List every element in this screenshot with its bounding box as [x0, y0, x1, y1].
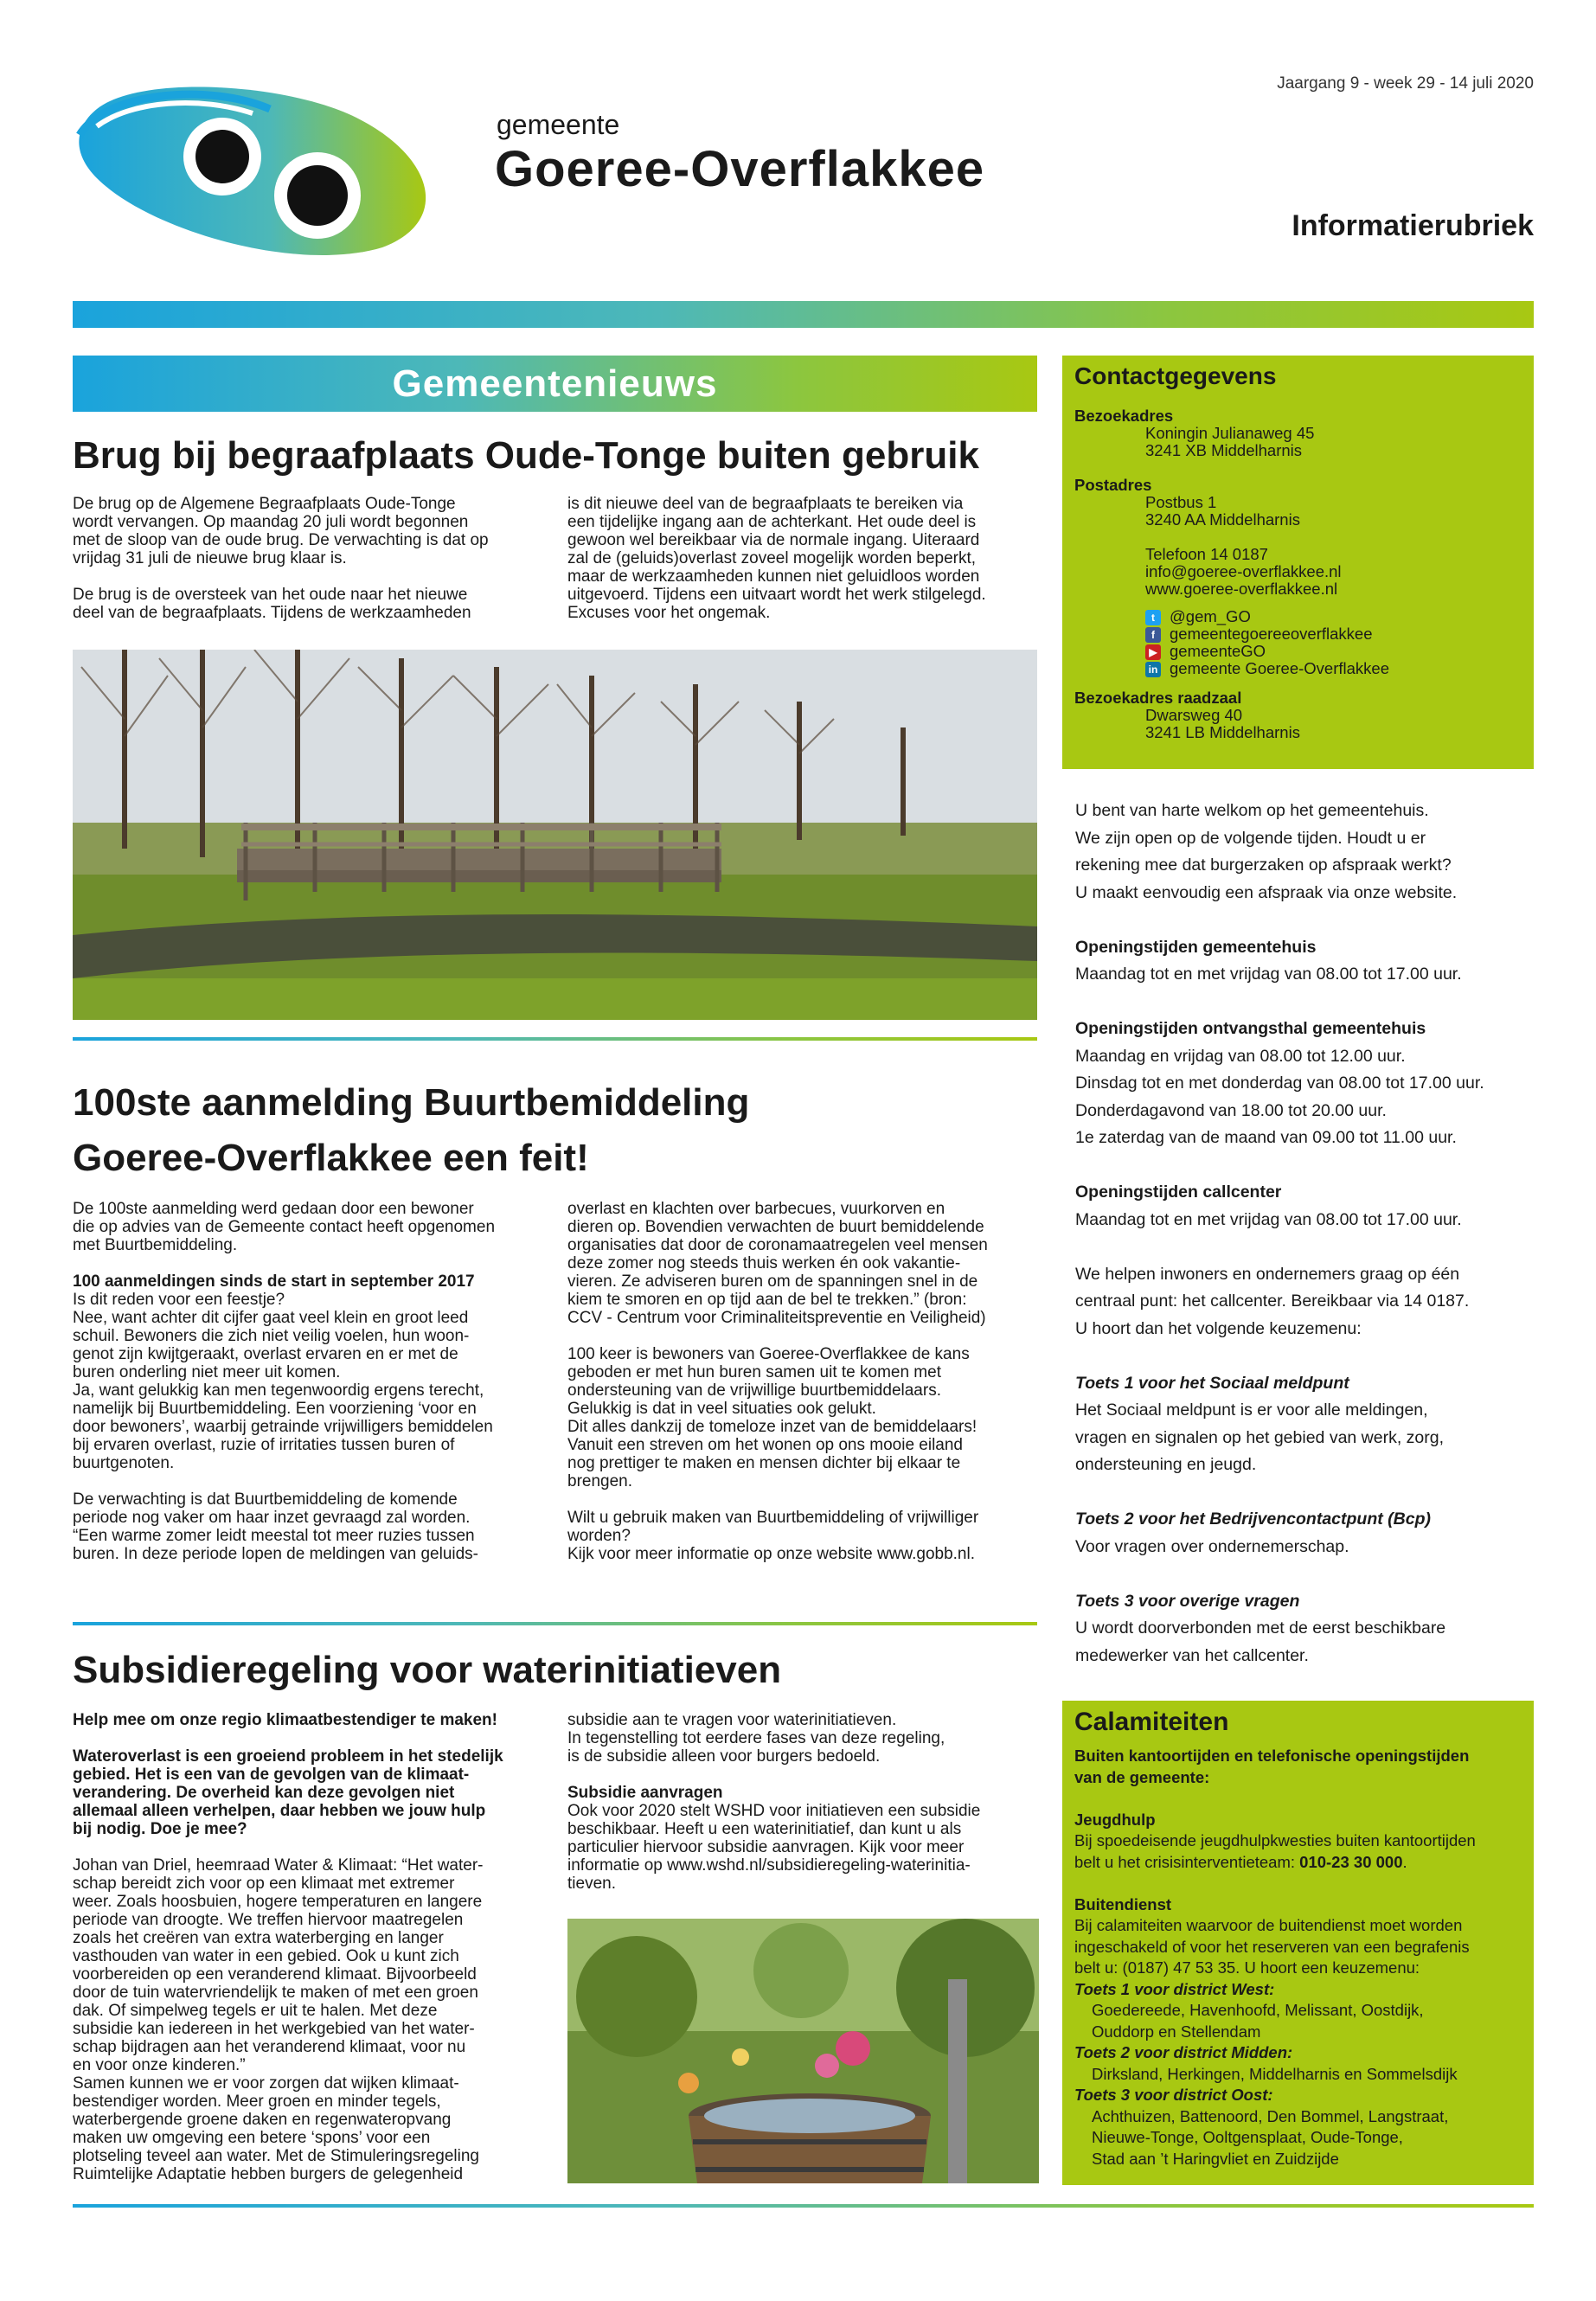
postadres-label: Postadres: [1074, 476, 1152, 494]
text-line: allemaal alleen verhelpen, daar hebben we jouw hulp: [73, 1802, 486, 1820]
social-label: gemeente Goeree-Overflakkee: [1170, 659, 1389, 678]
text-line: Goedereede, Havenhoofd, Melissant, Oostdijk,: [1092, 2001, 1424, 2019]
text-line: Bij spoedeisende jeugdhulpkwesties buiten kantoortijden: [1074, 1831, 1476, 1849]
text-line: met de sloop van de oude brug. De verwachting is dat op: [73, 531, 489, 549]
text-line: dak. Of simpelweg tegels er uit te halen. Met deze: [73, 2002, 438, 2020]
text-line: met Buurtbemiddeling.: [73, 1236, 238, 1254]
text-line: CCV - Centrum voor Criminaliteitspreventie en Veiligheid): [567, 1309, 986, 1327]
text-line: [73, 1472, 544, 1490]
text-line: bij ervaren overlast, ruzie of irritaties tussen buren of: [73, 1436, 455, 1454]
text-line: U wordt doorverbonden met de eerst beschikbare: [1075, 1618, 1446, 1638]
social-list: [1145, 608, 1524, 677]
text-line: schap bereidt zich voor op een klimaat met extremer: [73, 1875, 455, 1893]
masthead-gemeente: gemeente: [497, 109, 620, 140]
text-line: Is dit reden voor een feestje?: [73, 1291, 285, 1309]
rubric-label: Informatierubriek: [1292, 209, 1534, 242]
article1-col1: [73, 495, 544, 622]
text-line: belt u: (0187) 47 53 35. U hoort een keuzemenu:: [1074, 1958, 1420, 1977]
text-line: gebied. Het is een van de gevolgen van de klimaat-: [73, 1766, 470, 1784]
text-line: De verwachting is dat Buurtbemiddeling de komende: [73, 1490, 458, 1509]
email-link[interactable]: info@goeree-overflakkee.nl: [1145, 562, 1342, 580]
text-line: Nee, want achter dit cijfer gaat veel klein en groot leed: [73, 1309, 469, 1327]
text-line: nog prettiger te maken en mensen dichter bij elkaar te: [567, 1454, 961, 1472]
text-line: ingeschakeld of voor het reserveren van een begrafenis: [1074, 1937, 1470, 1956]
text-line: worden?: [567, 1527, 631, 1545]
text-line: verandering. De overheid kan deze gevolgen niet: [73, 1784, 455, 1802]
bottom-rule: [73, 2204, 1534, 2208]
raadzaal-city: 3241 LB Middelharnis: [1145, 723, 1300, 742]
text-line: U hoort dan het volgende keuzemenu:: [1075, 1318, 1362, 1338]
text-line: Toets 3 voor overige vragen: [1075, 1591, 1300, 1611]
text-line: periode van droogte. We treffen hiervoor maatregelen: [73, 1911, 464, 1929]
article2-col2: [567, 1200, 1039, 1563]
text-line: U bent van harte welkom op het gemeentehuis.: [1075, 801, 1429, 820]
text-line: De 100ste aanmelding werd gedaan door een bewoner: [73, 1200, 474, 1218]
text-line: is dit nieuwe deel van de begraafplaats te bereiken via: [567, 495, 964, 513]
text-line: door bewoners’, waarbij getrainde vrijwilligers bemiddelen: [73, 1418, 493, 1436]
website-link[interactable]: www.goeree-overflakkee.nl: [1145, 580, 1338, 598]
text-line: [567, 1327, 1039, 1345]
text-line: Dinsdag tot en met donderdag van 08.00 tot 17.00 uur.: [1075, 1074, 1484, 1093]
text-line: Nieuwe-Tonge, Ooltgensplaat, Oude-Tonge,: [1092, 2128, 1403, 2146]
text-line: tieven.: [567, 1875, 616, 1893]
text-line: [1075, 1561, 1534, 1588]
bezoekadres-street: Koningin Julianaweg 45: [1145, 424, 1315, 442]
social-link[interactable]: [1145, 608, 1524, 625]
text-line: maar de werkzaamheden kunnen niet geluidloos worden: [567, 567, 980, 586]
raadzaal-street: Dwarsweg 40: [1145, 706, 1243, 725]
text-line: een tijdelijke ingang aan de achterkant. Het oude deel is: [567, 513, 977, 531]
text-line: Maandag en vrijdag van 08.00 tot 12.00 uur.: [1075, 1046, 1406, 1066]
text-line: buren. In deze periode lopen de meldingen van geluids-: [73, 1545, 478, 1563]
text-line: [1075, 907, 1534, 934]
text-line: schuil. Bewoners die zich niet veilig voelen, hun woon-: [73, 1327, 470, 1345]
linkedin-icon: in: [1145, 662, 1161, 677]
rain-barrel-photo: [567, 1919, 1039, 2183]
text-line: Stad aan ’t Haringvliet en Zuidzijde: [1092, 2149, 1339, 2168]
text-line: Ouddorp en Stellendam: [1092, 2022, 1261, 2041]
text-line: deze zomer nog steeds thuis werken én ook vakantie-: [567, 1254, 961, 1272]
bezoekadres-label: Bezoekadres: [1074, 407, 1174, 425]
text-line: ondersteuning van de vrijwillige buurtbemiddelaars.: [567, 1381, 941, 1400]
text-line: Openingstijden callcenter: [1075, 1183, 1282, 1202]
issue-info: Jaargang 9 - week 29 - 14 juli 2020: [1277, 74, 1534, 93]
text-line: We zijn open op de volgende tijden. Houdt u er: [1075, 828, 1426, 848]
text-line: De brug op de Algemene Begraafplaats Oude-Tonge: [73, 495, 456, 513]
social-label: gemeenteGO: [1170, 642, 1266, 661]
text-line: Openingstijden gemeentehuis: [1075, 937, 1317, 957]
text-line: In tegenstelling tot eerdere fases van deze regeling,: [567, 1729, 945, 1747]
text-line: uitgevoerd. Tijdens een uitvaart wordt het werk stilgelegd.: [567, 586, 986, 604]
text-line: Kijk voor meer informatie op onze website www.gobb.nl.: [567, 1545, 976, 1563]
text-line: plotseling teveel aan water. Met de Stimuleringsregeling: [73, 2147, 479, 2165]
article1-col2: [567, 495, 1039, 622]
text-line: Toets 2 voor district Midden:: [1074, 2043, 1293, 2061]
text-line: Buiten kantoortijden en telefonische openingstijden: [1074, 1747, 1470, 1765]
section-header: [73, 356, 1037, 412]
postadres-box: Postbus 1: [1145, 493, 1217, 511]
article3-col1: [73, 1711, 544, 2183]
article3-col2: [567, 1711, 1039, 1893]
social-label: gemeentegoereeoverflakkee: [1170, 625, 1373, 644]
text-line: die op advies van de Gemeente contact heeft opgenomen: [73, 1218, 496, 1236]
text-line: Wateroverlast is een groeiend probleem in het stedelijk: [73, 1747, 503, 1766]
text-line: Subsidie aanvragen: [567, 1784, 723, 1802]
text-line: [1075, 989, 1534, 1016]
text-line: Voor vragen over ondernemerschap.: [1075, 1536, 1349, 1556]
text-line: Dirksland, Herkingen, Middelharnis en Sommelsdijk: [1092, 2064, 1458, 2083]
text-line: Jeugdhulp: [1074, 1810, 1156, 1829]
contact-title: Contactgegevens: [1074, 362, 1277, 389]
text-line: [73, 1838, 544, 1856]
text-line: particulier hiervoor subsidie aanvragen. Kijk voor meer: [567, 1838, 965, 1856]
text-line: medewerker van het callcenter.: [1075, 1645, 1309, 1665]
text-line: vieren. Ze adviseren buren om de spanningen snel in de: [567, 1272, 978, 1291]
youtube-icon: ▶: [1145, 644, 1161, 660]
text-line: belt u het crisisinterventieteam: 010-23 30 000.: [1074, 1852, 1407, 1871]
text-line: We helpen inwoners en ondernemers graag op één: [1075, 1264, 1460, 1284]
text-line: deel van de begraafplaats. Tijdens de werkzaamheden: [73, 604, 471, 622]
text-line: Johan van Driel, heemraad Water & Klimaat: “Het water-: [73, 1856, 484, 1875]
text-line: Toets 3 voor district Oost:: [1074, 2086, 1273, 2104]
text-line: Toets 2 voor het Bedrijvencontactpunt (Bcp): [1075, 1509, 1431, 1529]
article3-title: Subsidieregeling voor waterinitiatieven: [73, 1649, 782, 1691]
text-line: subsidie kan iedereen in het werkgebied van het water-: [73, 2020, 475, 2038]
text-line: periode nog vaker om haar inzet gevraagd zal worden.: [73, 1509, 471, 1527]
social-label: @gem_GO: [1170, 607, 1251, 625]
text-line: en voor onze kinderen.”: [73, 2056, 246, 2074]
social-link[interactable]: [1145, 643, 1524, 660]
text-line: Help mee om onze regio klimaatbestendiger te maken!: [73, 1711, 497, 1729]
text-line: [1074, 1873, 1529, 1894]
text-line: brengen.: [567, 1472, 633, 1490]
text-line: vrijdag 31 juli de nieuwe brug klaar is.: [73, 549, 347, 567]
text-line: Donderdagavond van 18.00 tot 20.00 uur.: [1075, 1100, 1387, 1120]
text-line: is de subsidie alleen voor burgers bedoeld.: [567, 1747, 881, 1766]
text-line: dieren op. Bovendien verwachten de buurt bemiddelende: [567, 1218, 984, 1236]
bridge-photo: [73, 650, 1037, 1020]
text-line: van de gemeente:: [1074, 1767, 1210, 1786]
article3-rule: [73, 1622, 1037, 1625]
calamity-text: [1074, 1746, 1529, 2170]
text-line: [1075, 1343, 1534, 1370]
text-line: ondersteuning en jeugd.: [1075, 1455, 1257, 1474]
raadzaal-label: Bezoekadres raadzaal: [1074, 689, 1242, 708]
text-line: [567, 1490, 1039, 1509]
text-line: [567, 1766, 1039, 1784]
text-line: Vanuit een streven om het wonen op ons mooie eiland: [567, 1436, 964, 1454]
text-line: [1075, 1152, 1534, 1180]
facebook-icon: f: [1145, 627, 1161, 643]
text-line: buurtgenoten.: [73, 1454, 175, 1472]
text-line: door de tuin watervriendelijk te maken of met een groen: [73, 1984, 478, 2002]
text-line: bestendiger worden. Meer groen en minder tegels,: [73, 2093, 441, 2111]
text-line: Toets 1 voor het Sociaal meldpunt: [1075, 1373, 1349, 1393]
text-line: namelijk bij Buurtbemiddeling. Een voorziening ‘voor en: [73, 1400, 477, 1418]
section-title: Gemeentenieuws: [392, 362, 718, 405]
text-line: overlast en klachten over barbecues, vuurkorven en: [567, 1200, 945, 1218]
text-line: [73, 1729, 544, 1747]
text-line: zal de (geluids)overlast zoveel mogelijk worden beperkt,: [567, 549, 977, 567]
text-line: Ruimtelijke Adaptatie hebben burgers de gelegenheid: [73, 2165, 464, 2183]
text-line: Toets 1 voor district West:: [1074, 1979, 1275, 1998]
contact-box: [1062, 356, 1534, 769]
text-line: [73, 567, 544, 586]
text-line: Ja, want gelukkig kan men tegenwoordig ergens terecht,: [73, 1381, 484, 1400]
text-line: bij nodig. Doe je mee?: [73, 1820, 247, 1838]
text-line: Dit alles dankzij de tomeloze inzet van de bemiddelaars!: [567, 1418, 977, 1436]
bezoekadres-city: 3241 XB Middelharnis: [1145, 441, 1302, 459]
text-line: Excuses voor het ongemak.: [567, 604, 771, 622]
text-line: [1075, 1479, 1534, 1507]
text-line: beschikbaar. Heeft u een waterinitiatief, dan kunt u als: [567, 1820, 962, 1838]
article2-rule: [73, 1037, 1037, 1041]
text-line: zoals het creëren van extra waterberging en langer: [73, 1929, 444, 1947]
text-line: Samen kunnen we er voor zorgen dat wijken klimaat-: [73, 2074, 459, 2093]
phone: Telefoon 14 0187: [1145, 545, 1268, 563]
masthead-bar: [73, 301, 1534, 328]
social-link[interactable]: [1145, 660, 1524, 677]
article2-title-line1: 100ste aanmelding Buurtbemiddeling: [73, 1081, 750, 1124]
text-line: waterbergende groene daken en regenwateropvang: [73, 2111, 452, 2129]
logo: [71, 74, 452, 256]
article2-title-line2: Goeree-Overflakkee een feit!: [73, 1137, 589, 1179]
text-line: Het Sociaal meldpunt is er voor alle meldingen,: [1075, 1400, 1428, 1420]
text-line: wordt vervangen. Op maandag 20 juli wordt begonnen: [73, 513, 469, 531]
text-line: Maandag tot en met vrijdag van 08.00 tot 17.00 uur.: [1075, 1209, 1462, 1229]
text-line: gewoon wel bereikbaar via de normale ingang. Uiteraard: [567, 531, 980, 549]
text-line: Gelukkig is dat in veel situaties ook gelukt.: [567, 1400, 876, 1418]
text-line: 100 aanmeldingen sinds de start in september 2017: [73, 1272, 475, 1291]
article2-col1: [73, 1200, 544, 1563]
text-line: vragen en signalen op het gebied van werk, zorg,: [1075, 1427, 1445, 1447]
text-line: Ook voor 2020 stelt WSHD voor initiatieven een subsidie: [567, 1802, 981, 1820]
text-line: centraal punt: het callcenter. Bereikbaar via 14 0187.: [1075, 1292, 1470, 1311]
text-line: buren onderling niet meer uit komen.: [73, 1363, 341, 1381]
text-line: “Een warme zomer leidt meestal tot meer ruzies tussen: [73, 1527, 475, 1545]
text-line: Openingstijden ontvangsthal gemeentehuis: [1075, 1019, 1426, 1038]
twitter-icon: t: [1145, 610, 1161, 625]
text-line: schap bijdragen aan het veranderend klimaat, voor nu: [73, 2038, 466, 2056]
calamity-title: Calamiteiten: [1074, 1708, 1229, 1736]
line-tail: .: [1402, 1852, 1407, 1871]
text-line: genot zijn kwijtgeraakt, overlast ervaren en er met de: [73, 1345, 458, 1363]
opening-hours: [1075, 798, 1534, 1670]
text-line: Wilt u gebruik maken van Buurtbemiddeling of vrijwilliger: [567, 1509, 979, 1527]
text-line: [1075, 1234, 1534, 1261]
text-line: 1e zaterdag van de maand van 09.00 tot 11.00 uur.: [1075, 1128, 1457, 1147]
text-line: geboden er met hun buren samen uit te komen met: [567, 1363, 941, 1381]
text-line: vasthouden van water in een gebied. Ook u kunt zich: [73, 1947, 459, 1965]
text-line: [1074, 1788, 1529, 1810]
text-line: voorbereiden op een veranderend klimaat. Bijvoorbeeld: [73, 1965, 477, 1984]
text-line: Buitendienst: [1074, 1894, 1172, 1913]
text-line: rekening mee dat burgerzaken op afspraak werkt?: [1075, 856, 1452, 875]
masthead-name: Goeree-Overflakkee: [495, 141, 985, 197]
calamity-box: [1062, 1701, 1534, 2185]
crisis-phone: 010-23 30 000: [1299, 1852, 1403, 1871]
text-line: Achthuizen, Battenoord, Den Bommel, Langstraat,: [1092, 2106, 1449, 2125]
text-line: Bij calamiteiten waarvoor de buitendienst moet worden: [1074, 1916, 1463, 1934]
text-line: maken uw omgeving een betere ‘spons’ voor een: [73, 2129, 431, 2147]
article1-title: Brug bij begraafplaats Oude-Tonge buiten gebruik: [73, 434, 979, 477]
text-line: U maakt eenvoudig een afspraak via onze website.: [1075, 882, 1458, 902]
text-line: De brug is de oversteek van het oude naar het nieuwe: [73, 586, 468, 604]
text-line: organisaties dat door de coronamaatregelen veel mensen: [567, 1236, 988, 1254]
text-line: subsidie aan te vragen voor waterinitiatieven.: [567, 1711, 897, 1729]
text-line: weer. Zoals hoosbuien, hogere temperaturen en langere: [73, 1893, 483, 1911]
text-line: [73, 1254, 544, 1272]
text-line: 100 keer is bewoners van Goeree-Overflakkee de kans: [567, 1345, 970, 1363]
text-line: kiem te smoren en op tijd aan de bel te trekken.” (bron:: [567, 1291, 967, 1309]
text-line: Maandag tot en met vrijdag van 08.00 tot 17.00 uur.: [1075, 965, 1462, 984]
social-link[interactable]: [1145, 625, 1524, 643]
logo-mark: [71, 74, 452, 256]
postadres-city: 3240 AA Middelharnis: [1145, 510, 1300, 529]
text-line: informatie op www.wshd.nl/subsidieregeling-waterinitia-: [567, 1856, 971, 1875]
